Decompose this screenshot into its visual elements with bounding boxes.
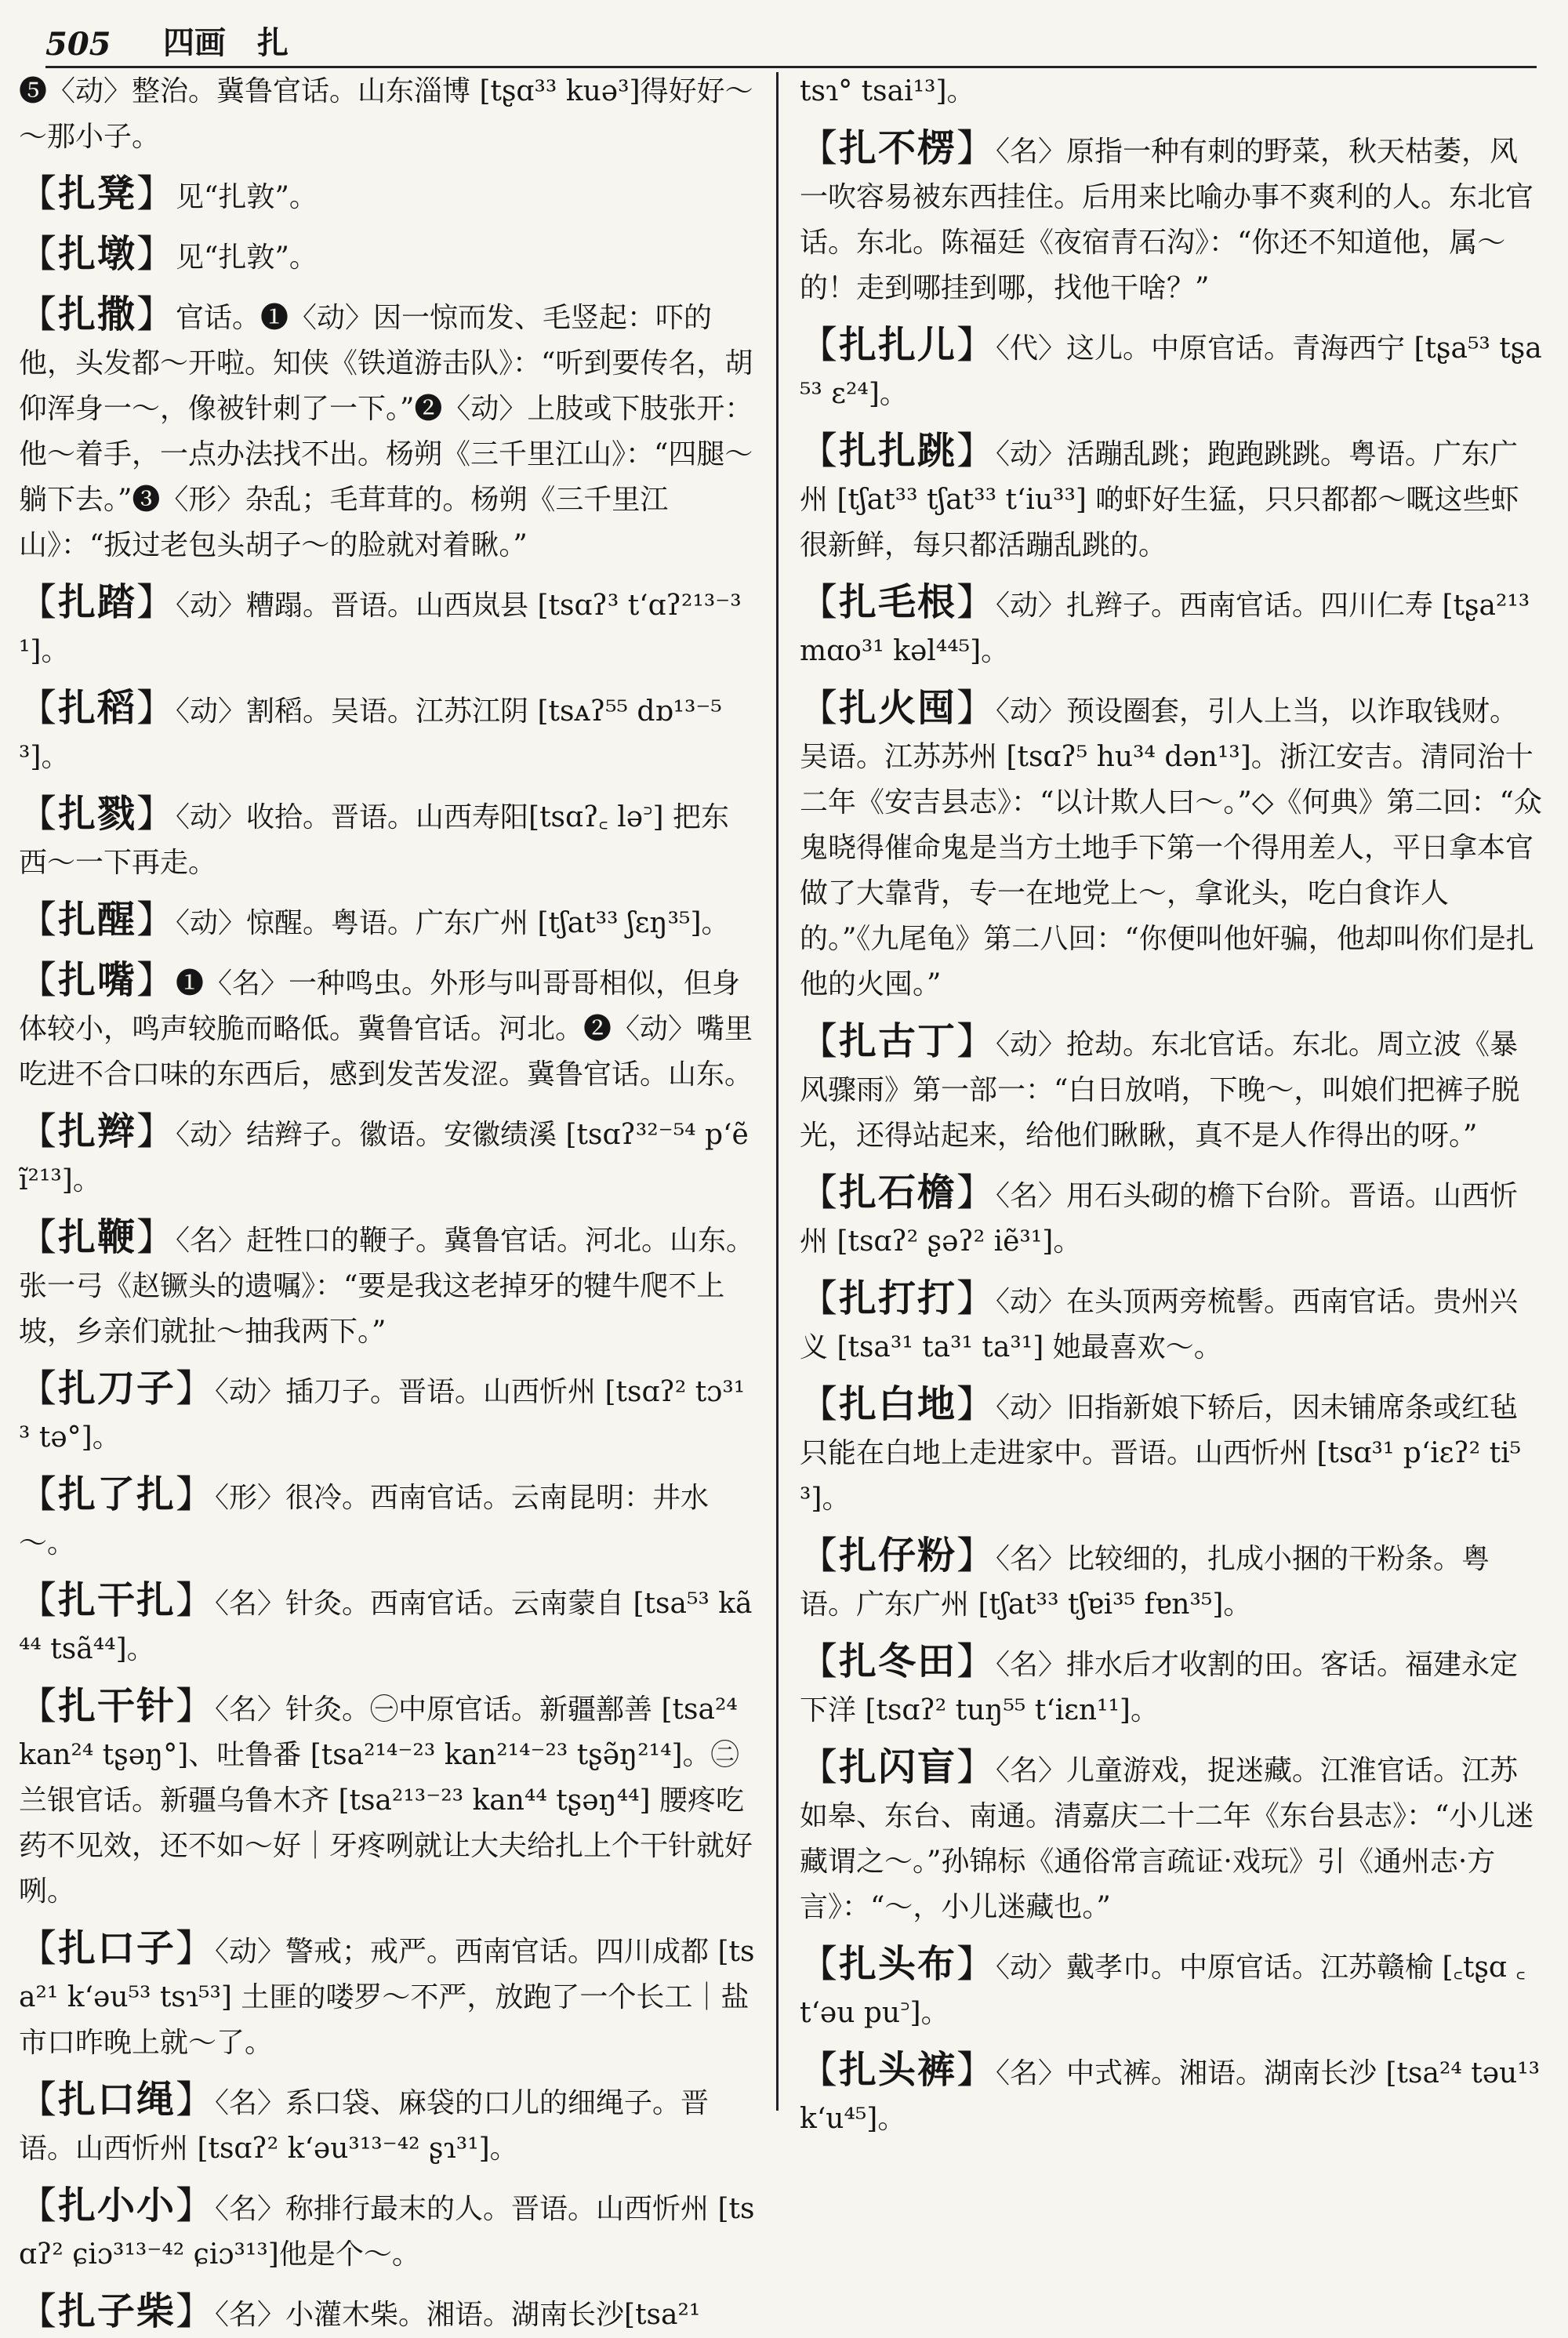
entry-definition: 〈动〉割稻。吴语。江苏江阴 [tsᴀʔ⁵⁵ dɒ¹³⁻⁵³]。 bbox=[19, 695, 722, 773]
headword-bracket-open: 【 bbox=[800, 1534, 840, 1577]
dictionary-entry bbox=[800, 2047, 1546, 2142]
headword-bracket-close: 】 bbox=[136, 580, 176, 624]
dictionary-entry bbox=[19, 69, 756, 160]
headword-bracket-open: 【 bbox=[800, 1171, 840, 1214]
entry-headword bbox=[19, 2184, 215, 2227]
entry-headword bbox=[19, 292, 176, 336]
headword-bracket-open: 【 bbox=[800, 1276, 840, 1320]
entry-definition: 〈名〉系口袋、麻袋的口儿的细绳子。晋语。山西忻州 [tsɑʔ² k‘əu³¹³⁻⁴² ʂɿ³¹]。 bbox=[19, 2087, 710, 2165]
entry-definition: tsɿ° tsai¹³]。 bbox=[800, 75, 975, 107]
headword-text: 扎头布 bbox=[839, 1942, 957, 1986]
entry-headword bbox=[19, 686, 176, 730]
headword-bracket-close: 】 bbox=[956, 323, 996, 367]
dictionary-entry bbox=[800, 1941, 1546, 2036]
headword-bracket-open: 【 bbox=[19, 2289, 59, 2333]
entry-definition: 〈名〉称排行最末的人。晋语。山西忻州 [tsɑʔ² ɕiɔ³¹³⁻⁴² ɕiɔ³¹³]他是个～。 bbox=[19, 2193, 755, 2271]
headword-bracket-open: 【 bbox=[800, 580, 840, 624]
dictionary-entry bbox=[19, 1214, 756, 1355]
headword-bracket-close: 】 bbox=[176, 2184, 216, 2227]
headword-bracket-close: 】 bbox=[956, 126, 996, 170]
headword-bracket-open: 【 bbox=[800, 686, 840, 730]
entry-headword bbox=[800, 429, 996, 473]
headword-bracket-open: 【 bbox=[19, 1215, 59, 1259]
headword-bracket-close: 】 bbox=[136, 232, 176, 276]
entry-headword bbox=[19, 1684, 215, 1728]
right-column bbox=[800, 69, 1546, 2135]
entry-headword bbox=[800, 580, 996, 624]
entry-definition: 〈名〉排水后才收割的田。客话。福建永定下洋 [tsɑʔ² tuŋ⁵⁵ t‘iɛn¹¹]。 bbox=[800, 1649, 1519, 1726]
dictionary-entry bbox=[19, 1926, 756, 2066]
entry-definition: ❺〈动〉整治。冀鲁官话。山东淄博 [tʂɑ³³ kuə³]得好好～～那小子。 bbox=[19, 75, 753, 153]
dictionary-entry bbox=[800, 1744, 1546, 1930]
entry-headword bbox=[800, 2048, 996, 2092]
entry-definition: 〈形〉很冷。西南官话。云南昆明：井水～。 bbox=[19, 1482, 710, 1559]
headword-bracket-open: 【 bbox=[19, 792, 59, 836]
entry-definition: ❶〈名〉一种鸣虫。外形与叫哥哥相似，但身体较小，鸣声较脆而略低。冀鲁官话。河北。❷〈动〉嘴里吃进不合口味的东西后，感到发苦发涩。冀鲁官话。山东。 bbox=[19, 968, 753, 1091]
dictionary-entry bbox=[19, 231, 756, 281]
entry-headword bbox=[800, 1019, 996, 1063]
entry-definition: 〈名〉针灸。西南官话。云南蒙自 [tsa⁵³ kã⁴⁴ tsã⁴⁴]。 bbox=[19, 1588, 753, 1665]
entry-headword bbox=[800, 126, 996, 170]
headword-bracket-open: 【 bbox=[19, 1578, 59, 1622]
dictionary-entry bbox=[800, 1533, 1546, 1628]
headword-bracket-close: 】 bbox=[956, 2048, 996, 2092]
entry-definition: 〈名〉原指一种有刺的野菜，秋天枯萎，风一吹容易被东西挂住。后用来比喻办事不爽利的人。东北官话。东北。陈福廷《夜宿青石沟》：“你还不知道他，属～的！走到哪挂到哪，找他干啥？” bbox=[800, 136, 1534, 304]
dictionary-entry bbox=[19, 1109, 756, 1203]
entry-definition: 〈动〉在头顶两旁梳髻。西南官话。贵州兴义 [tsa³¹ ta³¹ ta³¹] 她最喜欢～。 bbox=[800, 1286, 1519, 1363]
entry-definition: 〈动〉预设圈套，引人上当，以诈取钱财。吴语。江苏苏州 [tsɑʔ⁵ hu³⁴ dən¹³]。浙江安吉。清同治十二年《安吉县志》：“以计欺人曰～。”◇《何典》第二回：“众鬼晓得催命鬼是当方土地手下第一个得用差人，平日拿本官做了大靠背，专一在地党上～，拿讹头，吃白食诈人的。”《九尾龟》第二八回：“你便叫他奸骗，他却叫你们是扎他的火囤。” bbox=[800, 695, 1542, 1000]
dictionary-entry bbox=[800, 1276, 1546, 1370]
headword-text: 扎口子 bbox=[58, 1926, 176, 1970]
headword-bracket-close: 】 bbox=[136, 686, 176, 730]
headword-bracket-close: 】 bbox=[956, 1171, 996, 1214]
entry-headword bbox=[19, 580, 176, 624]
headword-text: 扎踏 bbox=[58, 580, 137, 624]
headword-bracket-open: 【 bbox=[800, 429, 840, 473]
headword-text: 扎冬田 bbox=[839, 1639, 957, 1683]
entry-headword bbox=[19, 958, 176, 1002]
headword-bracket-close: 】 bbox=[176, 1578, 216, 1622]
dictionary-entry bbox=[800, 579, 1546, 674]
entry-headword bbox=[19, 1215, 176, 1259]
section-label: 四画 bbox=[163, 24, 226, 61]
headword-bracket-open: 【 bbox=[19, 2184, 59, 2227]
dictionary-entry bbox=[19, 292, 756, 568]
headword-bracket-open: 【 bbox=[800, 1942, 840, 1986]
headword-bracket-open: 【 bbox=[800, 1382, 840, 1426]
headword-bracket-close: 】 bbox=[956, 1382, 996, 1426]
page-header bbox=[45, 17, 1537, 68]
entry-definition: 〈名〉小灌木柴。湘语。湖南长沙[tsa²¹ bbox=[215, 2299, 701, 2331]
headword-bracket-open: 【 bbox=[19, 580, 59, 624]
dictionary-entry bbox=[800, 322, 1546, 417]
headword-bracket-open: 【 bbox=[800, 2048, 840, 2092]
headword-text: 扎扎儿 bbox=[839, 323, 957, 367]
entry-definition: 见“扎敦”。 bbox=[176, 241, 318, 274]
dictionary-entry bbox=[19, 2289, 756, 2338]
headword-text: 扎戮 bbox=[58, 792, 137, 836]
entry-definition: 〈名〉比较细的，扎成小捆的干粉条。粤语。广东广州 [tʃat³³ tʃɐi³⁵ fɐn³⁵]。 bbox=[800, 1543, 1490, 1621]
headword-bracket-close: 】 bbox=[136, 958, 176, 1002]
headword-bracket-open: 【 bbox=[19, 958, 59, 1002]
headword-text: 扎嘴 bbox=[58, 958, 137, 1002]
headword-bracket-open: 【 bbox=[19, 898, 59, 942]
dictionary-entry bbox=[800, 1018, 1546, 1159]
headword-text: 扎扎跳 bbox=[839, 429, 957, 473]
entry-definition: 〈名〉用石头砌的檐下台阶。晋语。山西忻州 [tsɑʔ² ʂəʔ² iẽ³¹]。 bbox=[800, 1180, 1519, 1258]
headword-text: 扎古丁 bbox=[839, 1019, 957, 1063]
headword-bracket-close: 】 bbox=[956, 1019, 996, 1063]
headword-bracket-open: 【 bbox=[800, 1745, 840, 1789]
entry-definition: 〈动〉警戒；戒严。西南官话。四川成都 [tsa²¹ k‘əu⁵³ tsɿ⁵³] 土匪的喽罗～不严，放跑了一个长工｜盐市口昨晚上就～了。 bbox=[19, 1936, 755, 2059]
headword-bracket-open: 【 bbox=[800, 1639, 840, 1683]
headword-bracket-close: 】 bbox=[956, 580, 996, 624]
header-character: 扎 bbox=[257, 24, 289, 61]
column-divider bbox=[776, 72, 779, 2111]
entry-definition: 〈动〉旧指新娘下轿后，因未铺席条或红毡只能在白地上走进家中。晋语。山西忻州 [tsɑ³¹ p‘iɛʔ² ti⁵³]。 bbox=[800, 1392, 1522, 1515]
entry-definition: 〈动〉糟蹋。晋语。山西岚县 [tsɑʔ³ t‘ɑʔ²¹³⁻³¹]。 bbox=[19, 590, 742, 667]
headword-text: 扎醒 bbox=[58, 898, 137, 942]
dictionary-entry bbox=[19, 1366, 756, 1461]
headword-bracket-open: 【 bbox=[800, 126, 840, 170]
headword-bracket-close: 】 bbox=[956, 429, 996, 473]
dictionary-entry bbox=[19, 897, 756, 946]
headword-text: 扎毛根 bbox=[839, 580, 957, 624]
headword-bracket-close: 】 bbox=[136, 792, 176, 836]
headword-bracket-open: 【 bbox=[800, 323, 840, 367]
entry-headword bbox=[800, 1745, 996, 1789]
headword-bracket-close: 】 bbox=[136, 898, 176, 942]
entry-definition: 〈代〉这儿。中原官话。青海西宁 [tʂa⁵³ tʂa⁵³ ɛ²⁴]。 bbox=[800, 332, 1542, 410]
entry-headword bbox=[19, 1926, 215, 1970]
dictionary-entry bbox=[800, 685, 1546, 1007]
entry-definition: 〈名〉儿童游戏，捉迷藏。江淮官话。江苏如皋、东台、南通。清嘉庆二十二年《东台县志》：“小儿迷藏谓之～。”孙锦标《通俗常言疏证·戏玩》引《通州志·方言》：“～，小儿迷藏也。” bbox=[800, 1755, 1534, 1923]
entry-headword bbox=[800, 323, 996, 367]
headword-text: 扎白地 bbox=[839, 1382, 957, 1426]
headword-bracket-close: 】 bbox=[136, 1215, 176, 1259]
entry-headword bbox=[19, 2078, 215, 2122]
dictionary-entry bbox=[800, 69, 1546, 114]
headword-bracket-open: 【 bbox=[19, 292, 59, 336]
headword-text: 扎不楞 bbox=[839, 126, 957, 170]
headword-bracket-open: 【 bbox=[19, 1109, 59, 1153]
entry-headword bbox=[19, 792, 176, 836]
headword-text: 扎撒 bbox=[58, 292, 137, 336]
dictionary-entry bbox=[19, 1683, 756, 1915]
dictionary-entry bbox=[19, 2183, 756, 2278]
headword-text: 扎稻 bbox=[58, 686, 137, 730]
headword-bracket-open: 【 bbox=[19, 172, 59, 216]
dictionary-entry bbox=[19, 1472, 756, 1567]
headword-text: 扎口绳 bbox=[58, 2078, 176, 2122]
headword-bracket-close: 】 bbox=[136, 1109, 176, 1153]
headword-bracket-open: 【 bbox=[19, 232, 59, 276]
headword-bracket-open: 【 bbox=[800, 1019, 840, 1063]
headword-text: 扎凳 bbox=[58, 172, 137, 216]
headword-bracket-open: 【 bbox=[19, 1472, 59, 1516]
headword-bracket-close: 】 bbox=[136, 172, 176, 216]
headword-text: 扎干扎 bbox=[58, 1578, 176, 1622]
headword-text: 扎子柴 bbox=[58, 2289, 176, 2333]
entry-definition: 〈动〉惊醒。粤语。广东广州 [tʃat³³ ʃɛŋ³⁵]。 bbox=[176, 907, 730, 939]
page-number: 505 bbox=[45, 26, 111, 63]
headword-text: 扎仔粉 bbox=[839, 1534, 957, 1577]
dictionary-entry bbox=[800, 1381, 1546, 1522]
entry-headword bbox=[19, 1578, 215, 1622]
entry-headword bbox=[800, 1942, 996, 1986]
headword-bracket-close: 】 bbox=[176, 1472, 216, 1516]
headword-bracket-open: 【 bbox=[19, 1684, 59, 1728]
entry-definition: 〈动〉扎辫子。西南官话。四川仁寿 [tʂa²¹³ mɑo³¹ kəl⁴⁴⁵]。 bbox=[800, 590, 1530, 667]
headword-bracket-close: 】 bbox=[956, 1534, 996, 1577]
entry-definition: 〈动〉收拾。晋语。山西寿阳[tsɑʔ꜀ lə꜄] 把东西～一下再走。 bbox=[19, 801, 730, 879]
dictionary-entry bbox=[19, 957, 756, 1098]
dictionary-entry bbox=[19, 579, 756, 674]
entry-definition: 〈动〉插刀子。晋语。山西忻州 [tsɑʔ² tɔ³¹³ tə°]。 bbox=[19, 1376, 746, 1454]
headword-text: 扎头裤 bbox=[839, 2048, 957, 2092]
headword-text: 扎了扎 bbox=[58, 1472, 176, 1516]
headword-bracket-open: 【 bbox=[19, 1367, 59, 1410]
entry-definition: 〈动〉结辫子。徽语。安徽绩溪 [tsɑʔ³²⁻⁵⁴ p‘ẽĩ²¹³]。 bbox=[19, 1119, 749, 1196]
entry-headword bbox=[19, 898, 176, 942]
headword-text: 扎小小 bbox=[58, 2184, 176, 2227]
dictionary-entry bbox=[19, 2077, 756, 2172]
entry-definition: 〈动〉抢劫。东北官话。东北。周立波《暴风骤雨》第一部一：“白日放哨，下晚～，叫娘们把裤子脱光，还得站起来，给他们瞅瞅，真不是人作得出的呀。” bbox=[800, 1029, 1520, 1152]
entry-headword bbox=[800, 1382, 996, 1426]
dictionary-entry bbox=[19, 685, 756, 780]
headword-bracket-close: 】 bbox=[956, 1745, 996, 1789]
headword-bracket-close: 】 bbox=[956, 1639, 996, 1683]
entry-definition: 官话。❶〈动〉因一惊而发、毛竖起：吓的他，头发都～开啦。知侠《铁道游击队》：“听到要传名，胡仰浑身一～，像被针刺了一下。”❷〈动〉上肢或下肢张开：他～着手，一点办法找不出。杨朔《三千里江山》：“四腿～躺下去。”❸〈形〉杂乱；毛茸茸的。杨朔《三千里江山》：“扳过老包头胡子～的脸就对着瞅。” bbox=[19, 302, 753, 561]
entry-headword bbox=[800, 686, 996, 730]
entry-headword bbox=[800, 1276, 996, 1320]
headword-bracket-close: 】 bbox=[176, 1684, 216, 1728]
headword-text: 扎干针 bbox=[58, 1684, 176, 1728]
entry-definition: 〈动〉戴孝巾。中原官话。江苏赣榆 [꜀tʂɑ ꜀t‘əu pu꜄]。 bbox=[800, 1951, 1526, 2029]
headword-text: 扎刀子 bbox=[58, 1367, 176, 1410]
entry-headword bbox=[19, 1472, 215, 1516]
entry-headword bbox=[19, 1367, 215, 1410]
dictionary-entry bbox=[800, 125, 1546, 311]
entry-headword bbox=[19, 232, 176, 276]
headword-bracket-close: 】 bbox=[956, 686, 996, 730]
entry-headword bbox=[800, 1171, 996, 1214]
dictionary-entry bbox=[800, 1170, 1546, 1265]
headword-bracket-close: 】 bbox=[136, 292, 176, 336]
headword-text: 扎墩 bbox=[58, 232, 137, 276]
entry-headword bbox=[800, 1639, 996, 1683]
entry-headword bbox=[19, 172, 176, 216]
left-column bbox=[19, 69, 756, 2333]
dictionary-entry bbox=[19, 1577, 756, 1672]
dictionary-entry bbox=[19, 791, 756, 886]
headword-text: 扎闪盲 bbox=[839, 1745, 957, 1789]
headword-bracket-open: 【 bbox=[19, 2078, 59, 2122]
headword-bracket-close: 】 bbox=[176, 2289, 216, 2333]
headword-text: 扎石檐 bbox=[839, 1171, 957, 1214]
dictionary-entry bbox=[800, 1639, 1546, 1734]
dictionary-entry bbox=[800, 428, 1546, 568]
headword-text: 扎火囤 bbox=[839, 686, 957, 730]
entry-definition: 〈动〉活蹦乱跳；跑跑跳跳。粤语。广东广州 [tʃat³³ tʃat³³ t‘iu³³] 啲虾好生猛，只只都都～嘅这些虾很新鲜，每只都活蹦乱跳的。 bbox=[800, 438, 1519, 561]
entry-headword bbox=[19, 2289, 215, 2333]
headword-bracket-close: 】 bbox=[956, 1942, 996, 1986]
entry-definition: 见“扎敦”。 bbox=[176, 181, 318, 213]
headword-bracket-close: 】 bbox=[176, 1926, 216, 1970]
entry-definition: 〈名〉中式裤。湘语。湖南长沙 [tsa²⁴ təu¹³ k‘u⁴⁵]。 bbox=[800, 2057, 1541, 2135]
headword-text: 扎鞭 bbox=[58, 1215, 137, 1259]
entry-definition: 〈名〉针灸。㊀中原官话。新疆鄯善 [tsa²⁴ kan²⁴ tʂəŋ°]、吐鲁番 [tsa²¹⁴⁻²³ kan²¹⁴⁻²³ tʂə̃ŋ²¹⁴]。㊁兰银官话。新疆乌鲁木齐 [tsa²¹³⁻²³ kan⁴⁴ tʂəŋ⁴⁴] 腰疼吃药不见效，还不如～好｜牙疼咧就让大夫给扎上个干针就好咧。 bbox=[19, 1694, 753, 1908]
headword-bracket-close: 】 bbox=[176, 2078, 216, 2122]
entry-headword bbox=[19, 1109, 176, 1153]
headword-text: 扎辫 bbox=[58, 1109, 137, 1153]
dictionary-entry bbox=[19, 171, 756, 220]
headword-bracket-close: 】 bbox=[176, 1367, 216, 1410]
entry-definition: 〈名〉赶牲口的鞭子。冀鲁官话。河北。山东。张一弓《赵镢头的遗嘱》：“要是我这老掉牙的犍牛爬不上坡，乡亲们就扯～抽我两下。” bbox=[19, 1225, 755, 1348]
headword-text: 扎打打 bbox=[839, 1276, 957, 1320]
headword-bracket-open: 【 bbox=[19, 1926, 59, 1970]
headword-bracket-close: 】 bbox=[956, 1276, 996, 1320]
headword-bracket-open: 【 bbox=[19, 686, 59, 730]
entry-headword bbox=[800, 1534, 996, 1577]
